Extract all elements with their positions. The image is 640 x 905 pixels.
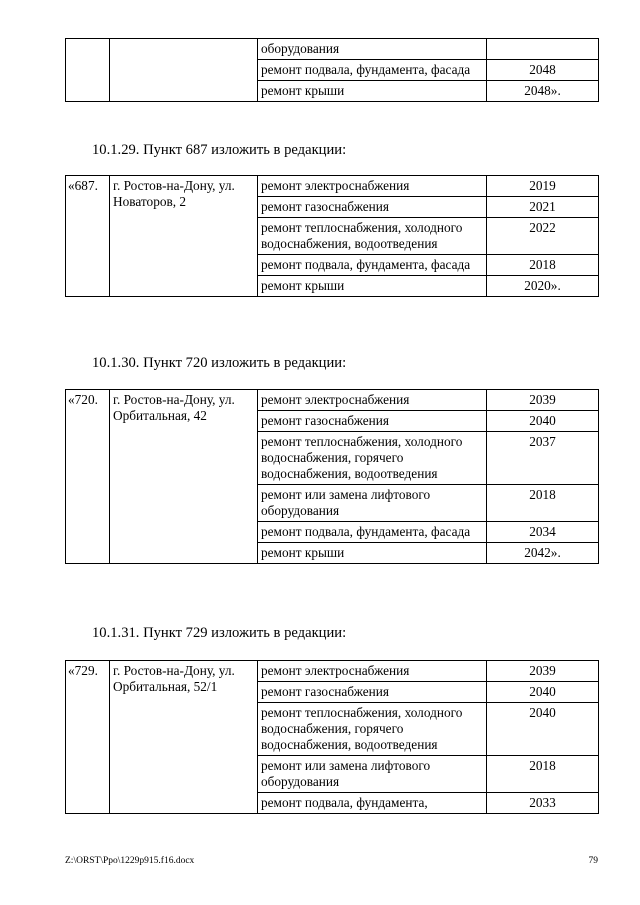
work-type-cell: ремонт или замена лифтового оборудования (258, 756, 487, 793)
year-cell: 2037 (487, 432, 599, 485)
address-cell: г. Ростов-на-Дону, ул. Орбитальная, 42 (110, 390, 258, 564)
year-cell: 2020». (487, 276, 599, 297)
amendment-table (65, 660, 599, 814)
page-number: 79 (588, 856, 598, 866)
year-cell: 2039 (487, 661, 599, 682)
year-cell: 2022 (487, 218, 599, 255)
work-type-cell: ремонт подвала, фундамента, фасада (258, 60, 487, 81)
work-type-cell: ремонт электроснабжения (258, 390, 487, 411)
file-path: Z:\ORST\Ppo\1229p915.f16.docx (65, 856, 195, 866)
amendment-table (65, 389, 599, 564)
year-cell: 2042». (487, 543, 599, 564)
year-cell: 2018 (487, 756, 599, 793)
work-type-cell: ремонт крыши (258, 276, 487, 297)
work-type-cell: ремонт теплоснабжения, холодного водоснабжения, горячего водоснабжения, водоотведения (258, 432, 487, 485)
table-row (66, 39, 599, 60)
work-type-cell: ремонт газоснабжения (258, 411, 487, 432)
work-type-cell: ремонт подвала, фундамента, фасада (258, 522, 487, 543)
year-cell: 2040 (487, 411, 599, 432)
year-cell (487, 39, 599, 60)
year-cell: 2019 (487, 176, 599, 197)
continuation-table (65, 38, 599, 102)
work-type-cell: ремонт крыши (258, 81, 487, 102)
address-cell: г. Ростов-на-Дону, ул. Орбитальная, 52/1 (110, 661, 258, 814)
work-type-cell: ремонт теплоснабжения, холодного водоснабжения, горячего водоснабжения, водоотведения (258, 703, 487, 756)
table-row (66, 661, 599, 682)
work-type-cell: ремонт газоснабжения (258, 197, 487, 218)
work-type-cell: ремонт подвала, фундамента, фасада (258, 255, 487, 276)
address-cell: г. Ростов-на-Дону, ул. Новаторов, 2 (110, 176, 258, 297)
address-cell (110, 39, 258, 102)
year-cell: 2021 (487, 197, 599, 218)
amendment-table (65, 175, 599, 297)
work-type-cell: ремонт газоснабжения (258, 682, 487, 703)
year-cell: 2039 (487, 390, 599, 411)
year-cell: 2018 (487, 485, 599, 522)
work-type-cell: оборудования (258, 39, 487, 60)
work-type-cell: ремонт теплоснабжения, холодного водоснабжения, водоотведения (258, 218, 487, 255)
item-number-cell (66, 39, 110, 102)
item-number-cell: «729. (66, 661, 110, 814)
table-row (66, 176, 599, 197)
year-cell: 2034 (487, 522, 599, 543)
work-type-cell: ремонт электроснабжения (258, 176, 487, 197)
item-number-cell: «687. (66, 176, 110, 297)
work-type-cell: ремонт подвала, фундамента, (258, 793, 487, 814)
work-type-cell: ремонт крыши (258, 543, 487, 564)
work-type-cell: ремонт или замена лифтового оборудования (258, 485, 487, 522)
year-cell: 2048 (487, 60, 599, 81)
year-cell: 2048». (487, 81, 599, 102)
year-cell: 2018 (487, 255, 599, 276)
year-cell: 2040 (487, 682, 599, 703)
section-heading: 10.1.31. Пункт 729 изложить в редакции: (92, 625, 347, 641)
section-heading: 10.1.30. Пункт 720 изложить в редакции: (92, 355, 347, 371)
work-type-cell: ремонт электроснабжения (258, 661, 487, 682)
section-heading: 10.1.29. Пункт 687 изложить в редакции: (92, 142, 347, 158)
item-number-cell: «720. (66, 390, 110, 564)
table-row (66, 390, 599, 411)
year-cell: 2040 (487, 703, 599, 756)
year-cell: 2033 (487, 793, 599, 814)
